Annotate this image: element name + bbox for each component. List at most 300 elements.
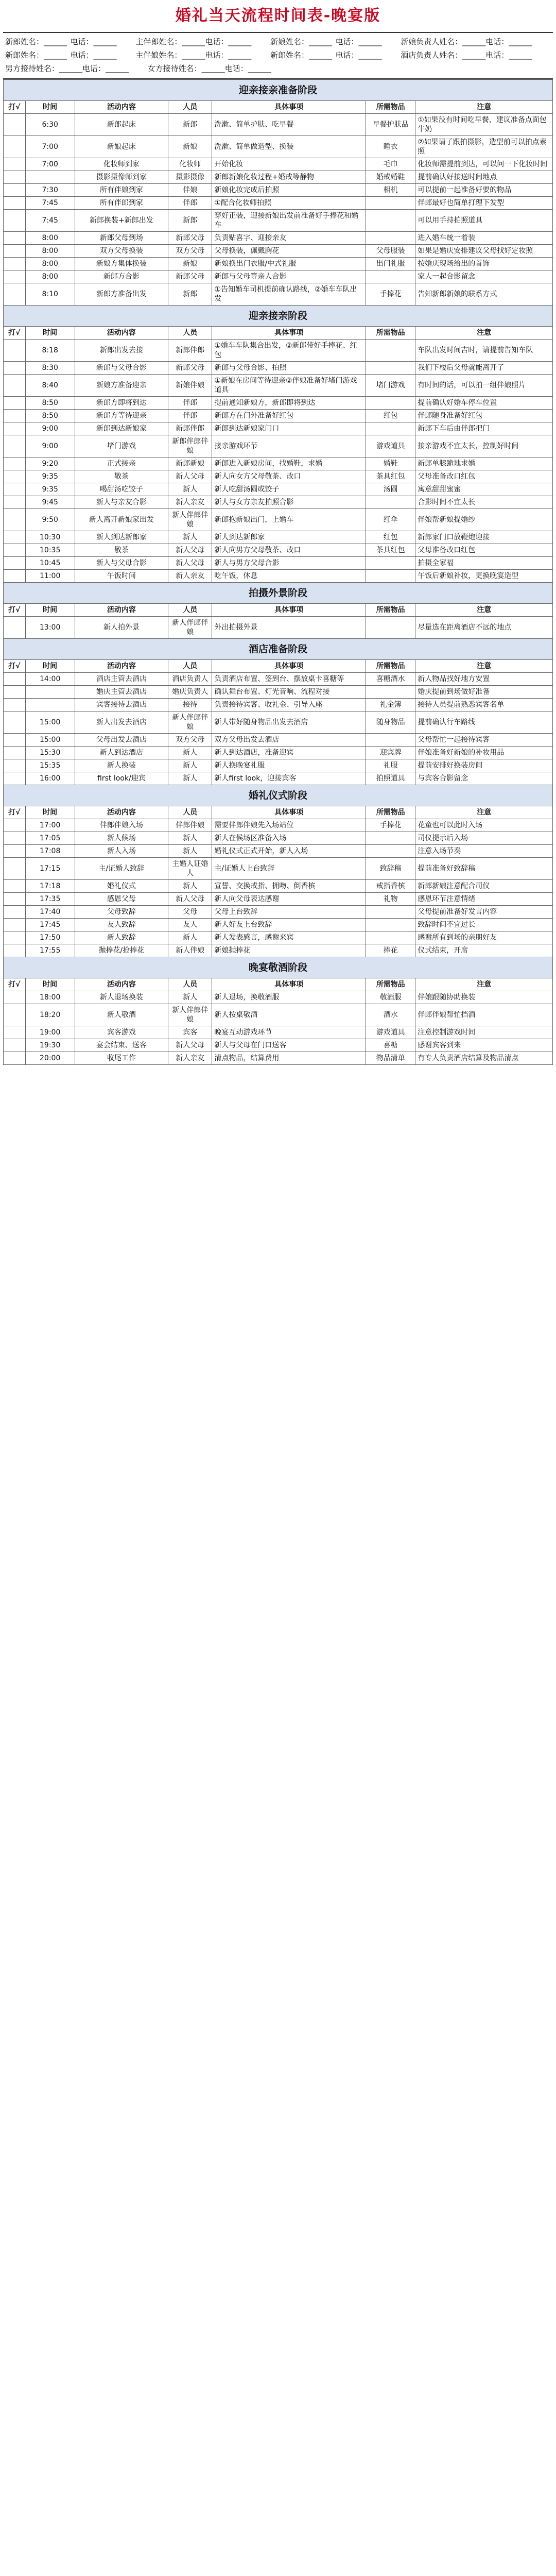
table-cell: 新娘化妆完成后拍照 xyxy=(212,184,366,197)
checkbox-cell[interactable] xyxy=(4,270,26,283)
checkbox-cell[interactable] xyxy=(4,171,26,184)
table-cell: 13:00 xyxy=(25,617,75,639)
section-header xyxy=(4,80,553,101)
table-cell: 新人与亲友合影 xyxy=(75,496,168,509)
table-cell: ①告知婚车司机提前确认路线，②婚车车队出发 xyxy=(212,283,366,306)
column-header: 人员 xyxy=(168,806,212,819)
table-cell: 17:40 xyxy=(25,906,75,919)
table-cell: 7:00 xyxy=(25,136,75,158)
table-cell: 17:18 xyxy=(25,880,75,893)
column-header-row xyxy=(4,101,553,114)
table-cell: 可以提前一起准备好要的物品 xyxy=(415,184,553,197)
info-field: 电话：______ xyxy=(70,37,117,46)
table-cell: 15:35 xyxy=(25,759,75,772)
section-header xyxy=(4,785,553,806)
column-header: 注意 xyxy=(415,660,553,673)
table-cell: 伴娘 xyxy=(168,184,212,197)
table-cell: 9:50 xyxy=(25,509,75,531)
column-header: 时间 xyxy=(25,660,75,673)
info-field: 电话：______ xyxy=(205,37,252,46)
table-cell: 主/证婚人上台致辞 xyxy=(212,858,366,880)
table-cell: 9:00 xyxy=(25,422,75,435)
table-cell: 进入婚车统一着装 xyxy=(415,232,553,245)
info-field: 电话：______ xyxy=(335,50,382,60)
table-cell: 17:15 xyxy=(25,858,75,880)
column-header: 具体事项 xyxy=(212,806,366,819)
checkbox-cell[interactable] xyxy=(4,362,26,375)
table-cell: 提前通知新娘方，新郎即将到达 xyxy=(212,397,366,410)
info-row xyxy=(5,35,551,48)
table-cell: 新人离开新娘家出发 xyxy=(75,509,168,531)
table-cell: 18:00 xyxy=(25,991,75,1004)
table-row xyxy=(4,470,553,483)
table-cell: 提前确认好婚车停车位置 xyxy=(415,397,553,410)
table-cell: 新人 xyxy=(168,531,212,544)
table-cell: 17:00 xyxy=(25,819,75,832)
checkbox-cell[interactable] xyxy=(4,734,26,747)
table-cell: 10:35 xyxy=(25,544,75,557)
table-cell: 新人父母 xyxy=(168,1039,212,1052)
table-row xyxy=(4,496,553,509)
table-cell: 捧花 xyxy=(366,944,415,957)
table-cell: 外出拍摄外景 xyxy=(212,617,366,639)
table-row xyxy=(4,1004,553,1026)
checkbox-cell[interactable] xyxy=(4,747,26,759)
checkbox-cell[interactable] xyxy=(4,258,26,270)
table-cell: 伴娘跟随协助换装 xyxy=(415,991,553,1004)
table-cell: 新郎父母到场 xyxy=(75,232,168,245)
table-cell: 新郎到达新娘家 xyxy=(75,422,168,435)
table-cell: 父母帮忙一起接待宾客 xyxy=(415,734,553,747)
section-title: 婚礼仪式阶段 xyxy=(4,785,553,806)
table-row xyxy=(4,1052,553,1065)
table-cell: 致辞时间不宜过长 xyxy=(415,919,553,931)
checkbox-cell[interactable] xyxy=(4,184,26,197)
column-header: 人员 xyxy=(168,101,212,114)
table-cell: 新人亲友 xyxy=(168,570,212,583)
table-cell: 7:45 xyxy=(25,197,75,210)
table-cell: 我们下楼后父母就能离开了 xyxy=(415,362,553,375)
info-field xyxy=(485,62,551,75)
table-row xyxy=(4,711,553,734)
table-cell: 负责接待宾客、收礼金、引导入座 xyxy=(212,699,366,711)
column-header: 打√ xyxy=(4,806,26,819)
table-cell: 17:08 xyxy=(25,845,75,858)
table-cell xyxy=(366,270,415,283)
table-cell: 新郎单膝跪地求婚 xyxy=(415,457,553,470)
checkbox-cell[interactable] xyxy=(4,759,26,772)
table-cell: 拍摄全家福 xyxy=(415,557,553,570)
table-cell: 父母服装 xyxy=(366,245,415,258)
table-cell: 可以用手持拍照道具 xyxy=(415,210,553,232)
table-cell: 负责酒店布置、签到台、摆放桌卡喜糖等 xyxy=(212,673,366,686)
info-row xyxy=(5,62,551,75)
table-cell: 有时间的话，可以拍一组伴娘照片 xyxy=(415,375,553,397)
table-cell: 新人伴郎伴娘 xyxy=(168,711,212,734)
table-cell: 新娘换出门衣服/中式礼服 xyxy=(212,258,366,270)
checkbox-cell[interactable] xyxy=(4,197,26,210)
checkbox-cell[interactable] xyxy=(4,114,26,136)
table-cell: 新人发表感言，感谢来宾 xyxy=(212,931,366,944)
column-header: 时间 xyxy=(25,604,75,617)
checkbox-cell[interactable] xyxy=(4,991,26,1004)
table-cell: 化妆师 xyxy=(168,158,212,171)
info-field: 新郎姓名：______ xyxy=(5,50,67,60)
table-row xyxy=(4,991,553,1004)
table-cell xyxy=(366,232,415,245)
checkbox-cell[interactable] xyxy=(4,397,26,410)
table-cell: 与宾客合影留念 xyxy=(415,772,553,785)
column-header: 活动内容 xyxy=(75,806,168,819)
table-cell: 14:00 xyxy=(25,673,75,686)
table-cell: 新郎父母 xyxy=(168,362,212,375)
checkbox-cell[interactable] xyxy=(4,845,26,858)
table-cell: 新人父母 xyxy=(168,470,212,483)
table-cell: 喝甜汤吃饺子 xyxy=(75,483,168,496)
table-cell: 提前安排好换装房间 xyxy=(415,759,553,772)
table-cell: 酒店负责人 xyxy=(168,673,212,686)
table-cell: 婚鞋 xyxy=(366,457,415,470)
checkbox-cell[interactable] xyxy=(4,531,26,544)
table-cell: 仪式结束，开席 xyxy=(415,944,553,957)
table-row xyxy=(4,931,553,944)
checkbox-cell[interactable] xyxy=(4,880,26,893)
checkbox-cell[interactable] xyxy=(4,136,26,158)
table-cell: 新人敬酒 xyxy=(75,1004,168,1026)
table-cell: 新郎方在门外准备好红包 xyxy=(212,410,366,422)
table-cell: 堵门游戏 xyxy=(366,375,415,397)
table-cell: 婚庆负责人 xyxy=(168,686,212,699)
table-cell: 婚庆提前到场做好准备 xyxy=(415,686,553,699)
table-row xyxy=(4,171,553,184)
table-cell: 7:30 xyxy=(25,184,75,197)
checkbox-cell[interactable] xyxy=(4,819,26,832)
checkbox-cell[interactable] xyxy=(4,617,26,639)
table-cell: 新人到达新郎家 xyxy=(75,531,168,544)
table-row xyxy=(4,699,553,711)
checkbox-cell[interactable] xyxy=(4,893,26,906)
table-cell: 物品清单 xyxy=(366,1052,415,1065)
table-cell: 新郎与父母等亲人合影 xyxy=(212,270,366,283)
table-cell: 17:55 xyxy=(25,944,75,957)
table-cell: 游戏道具 xyxy=(366,1026,415,1039)
checkbox-cell[interactable] xyxy=(4,832,26,845)
table-cell: ①如果没有时间吃早餐，建议准备点面包牛奶 xyxy=(415,114,553,136)
table-row xyxy=(4,210,553,232)
checkbox-cell[interactable] xyxy=(4,919,26,931)
checkbox-cell[interactable] xyxy=(4,245,26,258)
table-cell: 父母 xyxy=(168,906,212,919)
table-cell: 新娘方集体换装 xyxy=(75,258,168,270)
table-cell: 司仪提示后入场 xyxy=(415,832,553,845)
checkbox-cell[interactable] xyxy=(4,483,26,496)
table-cell: 睡衣 xyxy=(366,136,415,158)
table-row xyxy=(4,944,553,957)
section-header xyxy=(4,583,553,604)
checkbox-cell[interactable] xyxy=(4,457,26,470)
column-header: 注意 xyxy=(415,101,553,114)
table-cell: 家人一起合影留念 xyxy=(415,270,553,283)
checkbox-cell[interactable] xyxy=(4,210,26,232)
info-field: 电话：______ xyxy=(335,37,382,46)
table-cell: 新人退场换装 xyxy=(75,991,168,1004)
checkbox-cell[interactable] xyxy=(4,906,26,919)
table-cell: 化妆师到家 xyxy=(75,158,168,171)
table-cell: first look/迎宾 xyxy=(75,772,168,785)
info-field: 电话：______ xyxy=(224,64,271,73)
table-cell: 敬茶 xyxy=(75,544,168,557)
info-field: 电话：______ xyxy=(70,50,117,60)
checkbox-cell[interactable] xyxy=(4,158,26,171)
table-cell: 新人入场 xyxy=(75,845,168,858)
table-row xyxy=(4,919,553,931)
column-header: 注意 xyxy=(415,978,553,991)
table-cell: 酒店主管去酒店 xyxy=(75,673,168,686)
table-cell: 新娘起床 xyxy=(75,136,168,158)
table-cell: 父母提前准备好发言内容 xyxy=(415,906,553,919)
table-cell: 车队出发时间吉时，请提前告知车队 xyxy=(415,340,553,362)
column-header: 人员 xyxy=(168,978,212,991)
checkbox-cell[interactable] xyxy=(4,435,26,457)
table-row xyxy=(4,457,553,470)
table-cell: 新郎下车后由伴郎把门 xyxy=(415,422,553,435)
table-cell: 新人与父母在门口送客 xyxy=(212,1039,366,1052)
checkbox-cell[interactable] xyxy=(4,858,26,880)
table-cell xyxy=(366,931,415,944)
checkbox-cell[interactable] xyxy=(4,375,26,397)
checkbox-cell[interactable] xyxy=(4,283,26,306)
section-header xyxy=(4,957,553,978)
table-cell xyxy=(366,362,415,375)
table-cell: 9:20 xyxy=(25,457,75,470)
table-cell: 伴郎最好也简单打理下发型 xyxy=(415,197,553,210)
table-cell xyxy=(366,422,415,435)
table-cell: 主/证婚人致辞 xyxy=(75,858,168,880)
column-header-row xyxy=(4,806,553,819)
table-cell: ①配合化妆师拍照 xyxy=(212,197,366,210)
info-row xyxy=(5,48,551,62)
checkbox-cell[interactable] xyxy=(4,570,26,583)
table-cell: 新人换晚宴礼服 xyxy=(212,759,366,772)
table-cell: 新人退场，换敬酒服 xyxy=(212,991,366,1004)
checkbox-cell[interactable] xyxy=(4,673,26,686)
table-cell: 7:45 xyxy=(25,210,75,232)
table-cell: 毛巾 xyxy=(366,158,415,171)
section-title: 晚宴敬酒阶段 xyxy=(4,957,553,978)
table-cell: 出门礼服 xyxy=(366,258,415,270)
table-cell: 晚宴互动游戏环节 xyxy=(212,1026,366,1039)
table-cell: 随身物品 xyxy=(366,711,415,734)
section-title: 酒店准备阶段 xyxy=(4,639,553,660)
column-header: 时间 xyxy=(25,327,75,340)
column-header: 所需物品 xyxy=(366,660,415,673)
table-cell: 戒指香槟 xyxy=(366,880,415,893)
table-row xyxy=(4,184,553,197)
table-cell: 宣誓、交换戒指、拥吻、倒香槟 xyxy=(212,880,366,893)
checkbox-cell[interactable] xyxy=(4,1052,26,1065)
checkbox-cell[interactable] xyxy=(4,1039,26,1052)
table-cell xyxy=(366,686,415,699)
table-cell: 新娘 xyxy=(168,258,212,270)
table-cell: 抛捧花/抢捧花 xyxy=(75,944,168,957)
column-header: 所需物品 xyxy=(366,101,415,114)
table-cell: 寓意甜甜蜜蜜 xyxy=(415,483,553,496)
table-cell: 新人 xyxy=(168,991,212,1004)
checkbox-cell[interactable] xyxy=(4,410,26,422)
table-cell: 红伞 xyxy=(366,509,415,531)
table-cell: 新郎新娘注意配合司仪 xyxy=(415,880,553,893)
table-cell: 父母上台致辞 xyxy=(212,906,366,919)
checkbox-cell[interactable] xyxy=(4,232,26,245)
column-header: 具体事项 xyxy=(212,604,366,617)
column-header: 注意 xyxy=(415,604,553,617)
table-cell: 感谢宾客到来 xyxy=(415,1039,553,1052)
table-cell: 新人父母 xyxy=(168,893,212,906)
table-cell: 正式接亲 xyxy=(75,457,168,470)
table-cell: 化妆师需提前到达，可以问一下化妆时间 xyxy=(415,158,553,171)
table-cell: 注意控制游戏时间 xyxy=(415,1026,553,1039)
table-cell: 18:20 xyxy=(25,1004,75,1026)
table-cell xyxy=(366,340,415,362)
checkbox-cell[interactable] xyxy=(4,699,26,711)
table-cell: 8:50 xyxy=(25,397,75,410)
table-cell: 新人first look，迎接宾客 xyxy=(212,772,366,785)
checkbox-cell[interactable] xyxy=(4,496,26,509)
info-field: 女方接待姓名：______ xyxy=(147,64,225,73)
checkbox-cell[interactable] xyxy=(4,340,26,362)
table-cell: 20:00 xyxy=(25,1052,75,1065)
table-cell: 新郎与父母合影 xyxy=(75,362,168,375)
table-cell: 新娘 xyxy=(168,136,212,158)
checkbox-cell[interactable] xyxy=(4,944,26,957)
column-header: 所需物品 xyxy=(366,806,415,819)
table-cell: ①婚车车队集合出发，②新郎带好手捧花、红包 xyxy=(212,340,366,362)
table-cell: 花童也可以此时入场 xyxy=(415,819,553,832)
table-cell: 17:05 xyxy=(25,832,75,845)
checkbox-cell[interactable] xyxy=(4,544,26,557)
table-cell: 8:00 xyxy=(25,232,75,245)
column-header: 人员 xyxy=(168,604,212,617)
table-cell: 婚戒婚鞋 xyxy=(366,171,415,184)
schedule-table xyxy=(3,79,553,1065)
table-cell xyxy=(366,832,415,845)
column-header: 活动内容 xyxy=(75,978,168,991)
table-cell: 新人向男方父母敬茶、改口 xyxy=(212,544,366,557)
checkbox-cell[interactable] xyxy=(4,772,26,785)
table-cell: 父母换装，佩戴胸花 xyxy=(212,245,366,258)
table-cell: 新郎进入新娘房间，找婚鞋，求婚 xyxy=(212,457,366,470)
table-cell xyxy=(25,699,75,711)
table-cell: 婚礼仪式 xyxy=(75,880,168,893)
table-cell: 婚庆主管去酒店 xyxy=(75,686,168,699)
column-header: 具体事项 xyxy=(212,327,366,340)
table-cell xyxy=(366,397,415,410)
table-row xyxy=(4,747,553,759)
column-header: 注意 xyxy=(415,327,553,340)
table-cell xyxy=(366,734,415,747)
table-cell: 新人到达酒店 xyxy=(75,747,168,759)
table-row xyxy=(4,734,553,747)
table-cell: 伴郎 xyxy=(168,397,212,410)
checkbox-cell[interactable] xyxy=(4,422,26,435)
table-cell: 新人到达酒店，准备迎宾 xyxy=(212,747,366,759)
table-cell: 新人带好随身物品出发去酒店 xyxy=(212,711,366,734)
info-field: 主伴郎姓名：______ xyxy=(135,37,205,46)
table-cell: 新人亲友 xyxy=(168,1052,212,1065)
table-cell: 8:50 xyxy=(25,410,75,422)
table-cell xyxy=(366,557,415,570)
table-row xyxy=(4,893,553,906)
checkbox-cell[interactable] xyxy=(4,557,26,570)
checkbox-cell[interactable] xyxy=(4,509,26,531)
table-cell: 新郎到达新娘家门口 xyxy=(212,422,366,435)
table-cell: 新人向女方父母敬茶、改口 xyxy=(212,470,366,483)
checkbox-cell[interactable] xyxy=(4,686,26,699)
table-row xyxy=(4,483,553,496)
table-cell: 新人父母 xyxy=(168,557,212,570)
table-cell: 新人吃甜汤圆或饺子 xyxy=(212,483,366,496)
table-cell: 迎宾牌 xyxy=(366,747,415,759)
table-cell: 友人致辞 xyxy=(75,919,168,931)
table-cell: 双方父母 xyxy=(168,734,212,747)
table-cell: 接亲游戏不宜太长，控制好时间 xyxy=(415,435,553,457)
checkbox-cell[interactable] xyxy=(4,711,26,734)
table-cell: 宾客接待去酒店 xyxy=(75,699,168,711)
table-row xyxy=(4,283,553,306)
table-cell: 午饭时间 xyxy=(75,570,168,583)
table-cell xyxy=(25,686,75,699)
table-cell: 9:45 xyxy=(25,496,75,509)
info-field: 电话：______ xyxy=(485,37,532,46)
table-row xyxy=(4,617,553,639)
table-cell: 新郎伴郎伴娘 xyxy=(168,435,212,457)
table-cell: 新郎 xyxy=(168,283,212,306)
table-row xyxy=(4,531,553,544)
section-title: 迎亲接亲阶段 xyxy=(4,306,553,327)
checkbox-cell[interactable] xyxy=(4,470,26,483)
table-cell: 新人向父母表达感谢 xyxy=(212,893,366,906)
table-cell: 摄影摄像 xyxy=(168,171,212,184)
table-cell: 新郎 xyxy=(168,114,212,136)
table-cell: 感谢所有到场的亲朋好友 xyxy=(415,931,553,944)
column-header: 时间 xyxy=(25,806,75,819)
table-cell: 新郎起床 xyxy=(75,114,168,136)
table-cell: 伴郎随身准备好红包 xyxy=(415,410,553,422)
column-header: 具体事项 xyxy=(212,101,366,114)
table-cell: 父母准备改口红包 xyxy=(415,544,553,557)
table-cell: 19:30 xyxy=(25,1039,75,1052)
table-cell: 新人 xyxy=(168,845,212,858)
table-cell: 8:00 xyxy=(25,258,75,270)
table-cell: 16:00 xyxy=(25,772,75,785)
table-cell: 告知新郎新娘的联系方式 xyxy=(415,283,553,306)
table-cell: 伴郎伴娘 xyxy=(168,819,212,832)
table-cell: 所有伴娘到家 xyxy=(75,184,168,197)
table-row xyxy=(4,270,553,283)
table-cell: 新人伴郎伴娘 xyxy=(168,617,212,639)
checkbox-cell[interactable] xyxy=(4,1004,26,1026)
info-field: 新郎姓名：______ xyxy=(5,37,67,46)
column-header: 打√ xyxy=(4,660,26,673)
table-row xyxy=(4,232,553,245)
column-header-row xyxy=(4,660,553,673)
checkbox-cell[interactable] xyxy=(4,1026,26,1039)
table-row xyxy=(4,832,553,845)
column-header: 所需物品 xyxy=(366,327,415,340)
table-cell: 茶具红包 xyxy=(366,470,415,483)
checkbox-cell[interactable] xyxy=(4,931,26,944)
table-cell: 新郎父母 xyxy=(168,232,212,245)
